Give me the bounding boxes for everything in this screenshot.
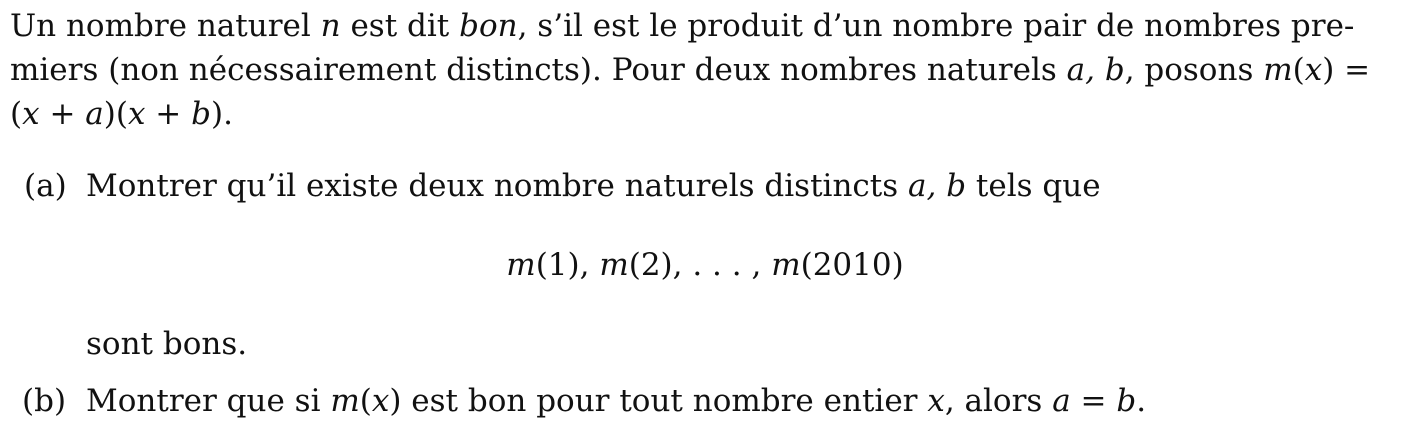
math-vars: a, b [1066, 52, 1125, 88]
text-run: , posons [1124, 52, 1264, 88]
text-run: (1), [535, 247, 600, 283]
math-var: m [330, 383, 360, 419]
text-run: = [1070, 383, 1117, 419]
text-run: . [1136, 383, 1147, 419]
math-var: m [771, 247, 801, 283]
math-var: m [599, 247, 629, 283]
math-var: n [320, 8, 341, 44]
math-var: b [1116, 383, 1137, 419]
math-var: x [371, 383, 390, 419]
math-var: a [1052, 383, 1071, 419]
part-b-text [86, 381, 1146, 421]
text-run: (2), . . . , [628, 247, 772, 283]
intro-line-1 [10, 6, 1354, 46]
text-run: ) = [1322, 52, 1371, 88]
text-run: Montrer que si [86, 383, 331, 419]
math-var: m [1263, 52, 1293, 88]
emphasis-bon: bon [459, 8, 518, 44]
text-run: ). [211, 96, 233, 132]
text-run: ) est bon pour tout nombre entier [389, 383, 928, 419]
math-vars: a, b [908, 168, 967, 204]
text-run: ( [1292, 52, 1305, 88]
part-b-label: (b) [22, 383, 67, 419]
text-run: tels que [966, 168, 1101, 204]
part-a-continuation: sont bons. [86, 326, 248, 362]
text-run: (2010) [800, 247, 904, 283]
math-var: a [85, 96, 104, 132]
part-a-text [86, 166, 1101, 206]
display-equation [0, 245, 1410, 285]
text-run: )( [103, 96, 128, 132]
math-var: x [127, 96, 146, 132]
intro-line-2 [10, 50, 1370, 90]
text-run: , s’il est le produit d’un nombre pair de nombres pre- [517, 8, 1355, 44]
math-var: x [1304, 52, 1323, 88]
text-run: miers (non nécessairement distincts). Pour deux nombres naturels [10, 52, 1067, 88]
text-run: + [145, 96, 192, 132]
text-run: est dit [340, 8, 460, 44]
math-var: x [927, 383, 945, 419]
math-var: b [191, 96, 211, 132]
text-run: ( [359, 383, 372, 419]
text-run: Montrer qu’il existe deux nombre naturels distincts [86, 168, 908, 204]
text-run: , alors [944, 383, 1053, 419]
math-var: x [22, 96, 40, 132]
text-run: ( [10, 96, 23, 132]
intro-line-3 [10, 94, 233, 134]
math-var: m [506, 247, 536, 283]
part-a-label: (a) [24, 168, 67, 204]
text-run: Un nombre naturel [10, 8, 321, 44]
text-run: + [39, 96, 86, 132]
